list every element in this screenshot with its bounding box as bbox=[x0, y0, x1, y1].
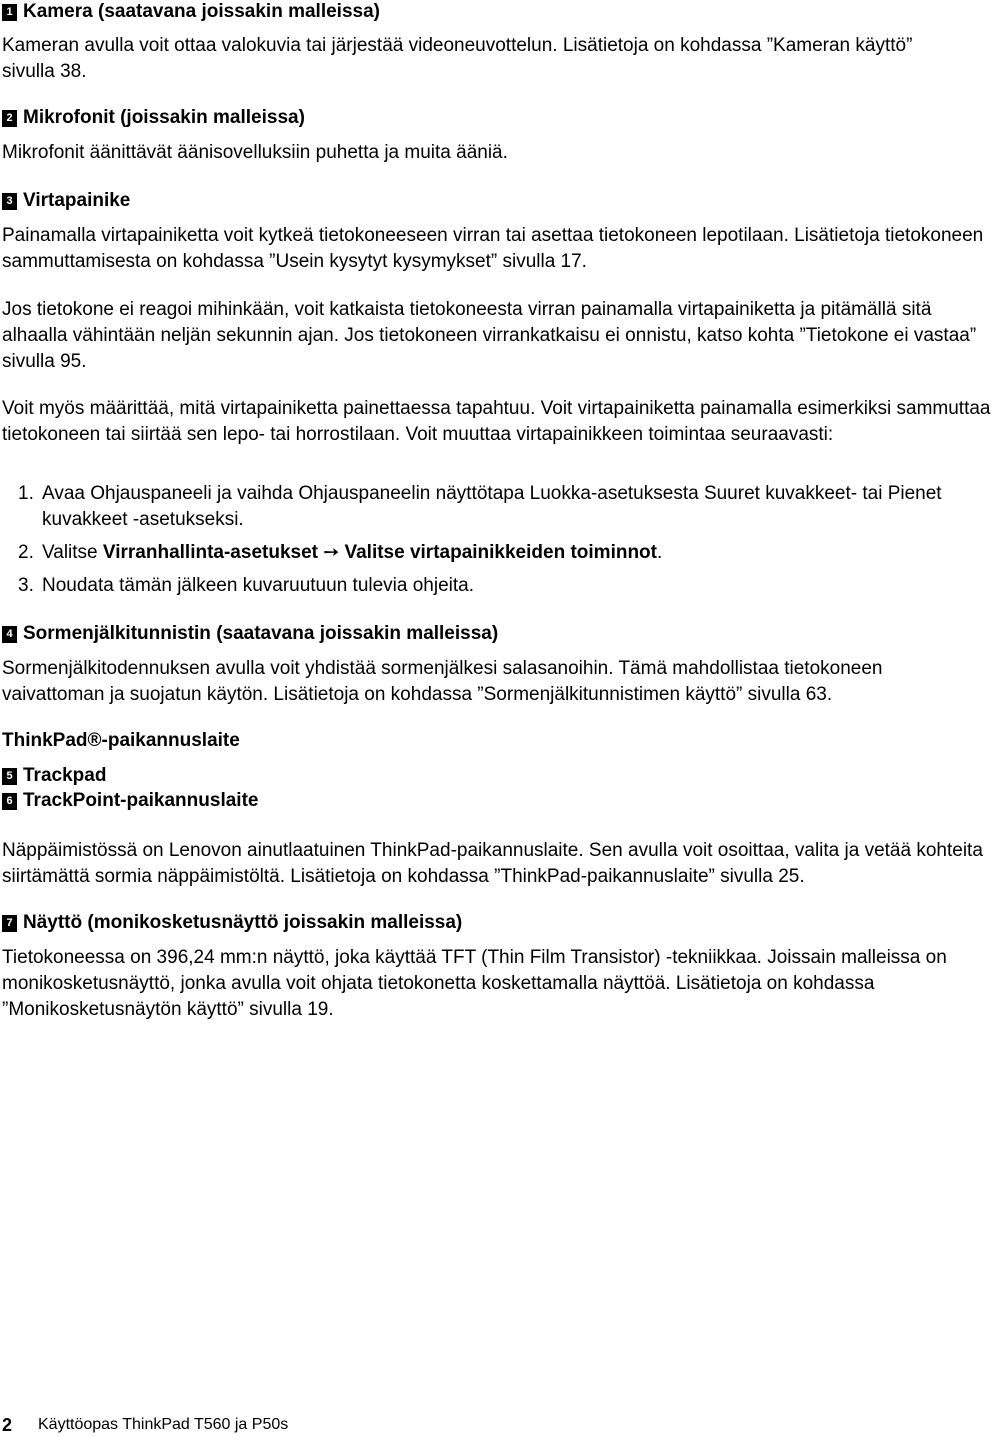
callout-badge-2: 2 bbox=[2, 110, 17, 127]
step-number: 2. bbox=[18, 542, 34, 563]
microphones-text: Mikrofonit äänittävät äänisovelluksiin puhetta ja muita ääniä. bbox=[2, 142, 508, 163]
callout-badge-3: 3 bbox=[2, 193, 17, 210]
trackpad-heading bbox=[2, 764, 106, 788]
callout-badge-5: 5 bbox=[2, 768, 17, 785]
step-text-post: . bbox=[657, 542, 663, 563]
fingerprint-text: Sormenjälkitodennuksen avulla voit yhdistää sormenjälkesi salasanoihin. Tämä mahdollistaa tietokoneen vaivattoman ja suojatun käytön. Lisätietoja on kohdassa ”Sormenjälkitunnistimen käyttö” sivulla 63. bbox=[2, 658, 883, 705]
power-paragraph-2: Jos tietokone ei reagoi mihinkään, voit katkaista tietokoneesta virran painamalla virtapainiketta ja pitämällä sitä alhaalla vähintään neljän sekunnin ajan. Jos tietokoneen virrankatkaisu ei onnistu, katso kohta ”Tietokone ei vastaa” sivulla 95. bbox=[2, 299, 977, 372]
camera-heading bbox=[2, 0, 380, 24]
callout-badge-4: 4 bbox=[2, 626, 17, 643]
camera-title: Kamera (saatavana joissakin malleissa) bbox=[23, 1, 380, 22]
footer-title: Käyttöopas ThinkPad T560 ja P50s bbox=[38, 1416, 289, 1433]
display-title: Näyttö (monikosketusnäyttö joissakin malleissa) bbox=[23, 912, 463, 933]
step-number: 1. bbox=[18, 483, 34, 504]
pointing-title: ThinkPad®-paikannuslaite bbox=[2, 730, 240, 751]
trackpoint-title: TrackPoint-paikannuslaite bbox=[23, 790, 259, 811]
page-footer bbox=[2, 1415, 288, 1435]
step-text: Avaa Ohjauspaneeli ja vaihda Ohjauspaneelin näyttötapa Luokka-asetuksesta Suuret kuvakkeet- tai Pienet kuvakkeet -asetukseksi. bbox=[42, 483, 942, 530]
step-text bbox=[42, 540, 992, 566]
trackpad-title: Trackpad bbox=[23, 765, 107, 786]
list-item bbox=[2, 481, 992, 533]
step-text: Noudata tämän jälkeen kuvaruutuun tulevia ohjeita. bbox=[42, 575, 475, 596]
pointing-text: Näppäimistössä on Lenovon ainutlaatuinen ThinkPad-paikannuslaite. Sen avulla voit osoittaa, valita ja vetää kohteita siirtämättä sormia näppäimistöltä. Lisätietoja on kohdassa ”ThinkPad-paikannuslaite” sivulla 25. bbox=[2, 840, 983, 887]
callout-badge-7: 7 bbox=[2, 915, 17, 932]
step-text-pre: Valitse bbox=[42, 542, 103, 563]
callout-badge-6: 6 bbox=[2, 793, 17, 810]
power-heading bbox=[2, 189, 130, 213]
arrow-icon: ➙ bbox=[323, 542, 340, 563]
list-item bbox=[2, 573, 992, 599]
fingerprint-title: Sormenjälkitunnistin (saatavana joissakin malleissa) bbox=[23, 623, 499, 644]
power-steps-list bbox=[2, 481, 992, 606]
trackpoint-heading bbox=[2, 789, 258, 813]
microphones-title: Mikrofonit (joissakin malleissa) bbox=[23, 107, 305, 128]
power-paragraph-3: Voit myös määrittää, mitä virtapainiketta painettaessa tapahtuu. Voit virtapainiketta painamalla esimerkiksi sammuttaa tietokoneen tai siirtää sen lepo- tai horrostilaan. Voit muuttaa virtapainikkeen toimintaa seuraavasti: bbox=[2, 398, 991, 445]
list-item bbox=[2, 540, 992, 566]
pointing-heading bbox=[2, 729, 240, 753]
fingerprint-heading bbox=[2, 622, 498, 646]
camera-text: Kameran avulla voit ottaa valokuvia tai järjestää videoneuvottelun. Lisätietoja on kohdassa ”Kameran käyttö” sivulla 38. bbox=[2, 35, 913, 82]
step-number: 3. bbox=[18, 575, 34, 596]
display-text: Tietokoneessa on 396,24 mm:n näyttö, joka käyttää TFT (Thin Film Transistor) -tekniikkaa. Joissain malleissa on monikosketusnäyttö, jonka avulla voit ohjata tietokonetta koskettamalla näyttöä. Lisätietoja on kohdassa ”Monikosketusnäytön käyttö” sivulla 19. bbox=[2, 947, 947, 1020]
microphones-heading bbox=[2, 106, 305, 130]
power-title: Virtapainike bbox=[23, 190, 131, 211]
menu-path-power-options: Virranhallinta-asetukset bbox=[102, 542, 318, 563]
power-paragraph-1: Painamalla virtapainiketta voit kytkeä tietokoneeseen virran tai asettaa tietokoneen lepotilaan. Lisätietoja tietokoneen sammuttamisesta on kohdassa ”Usein kysytyt kysymykset” sivulla 17. bbox=[2, 225, 984, 272]
display-heading bbox=[2, 911, 462, 935]
page-number: 2 bbox=[2, 1415, 13, 1435]
callout-badge-1: 1 bbox=[2, 4, 17, 21]
menu-path-choose-power-buttons: Valitse virtapainikkeiden toiminnot bbox=[344, 542, 657, 563]
